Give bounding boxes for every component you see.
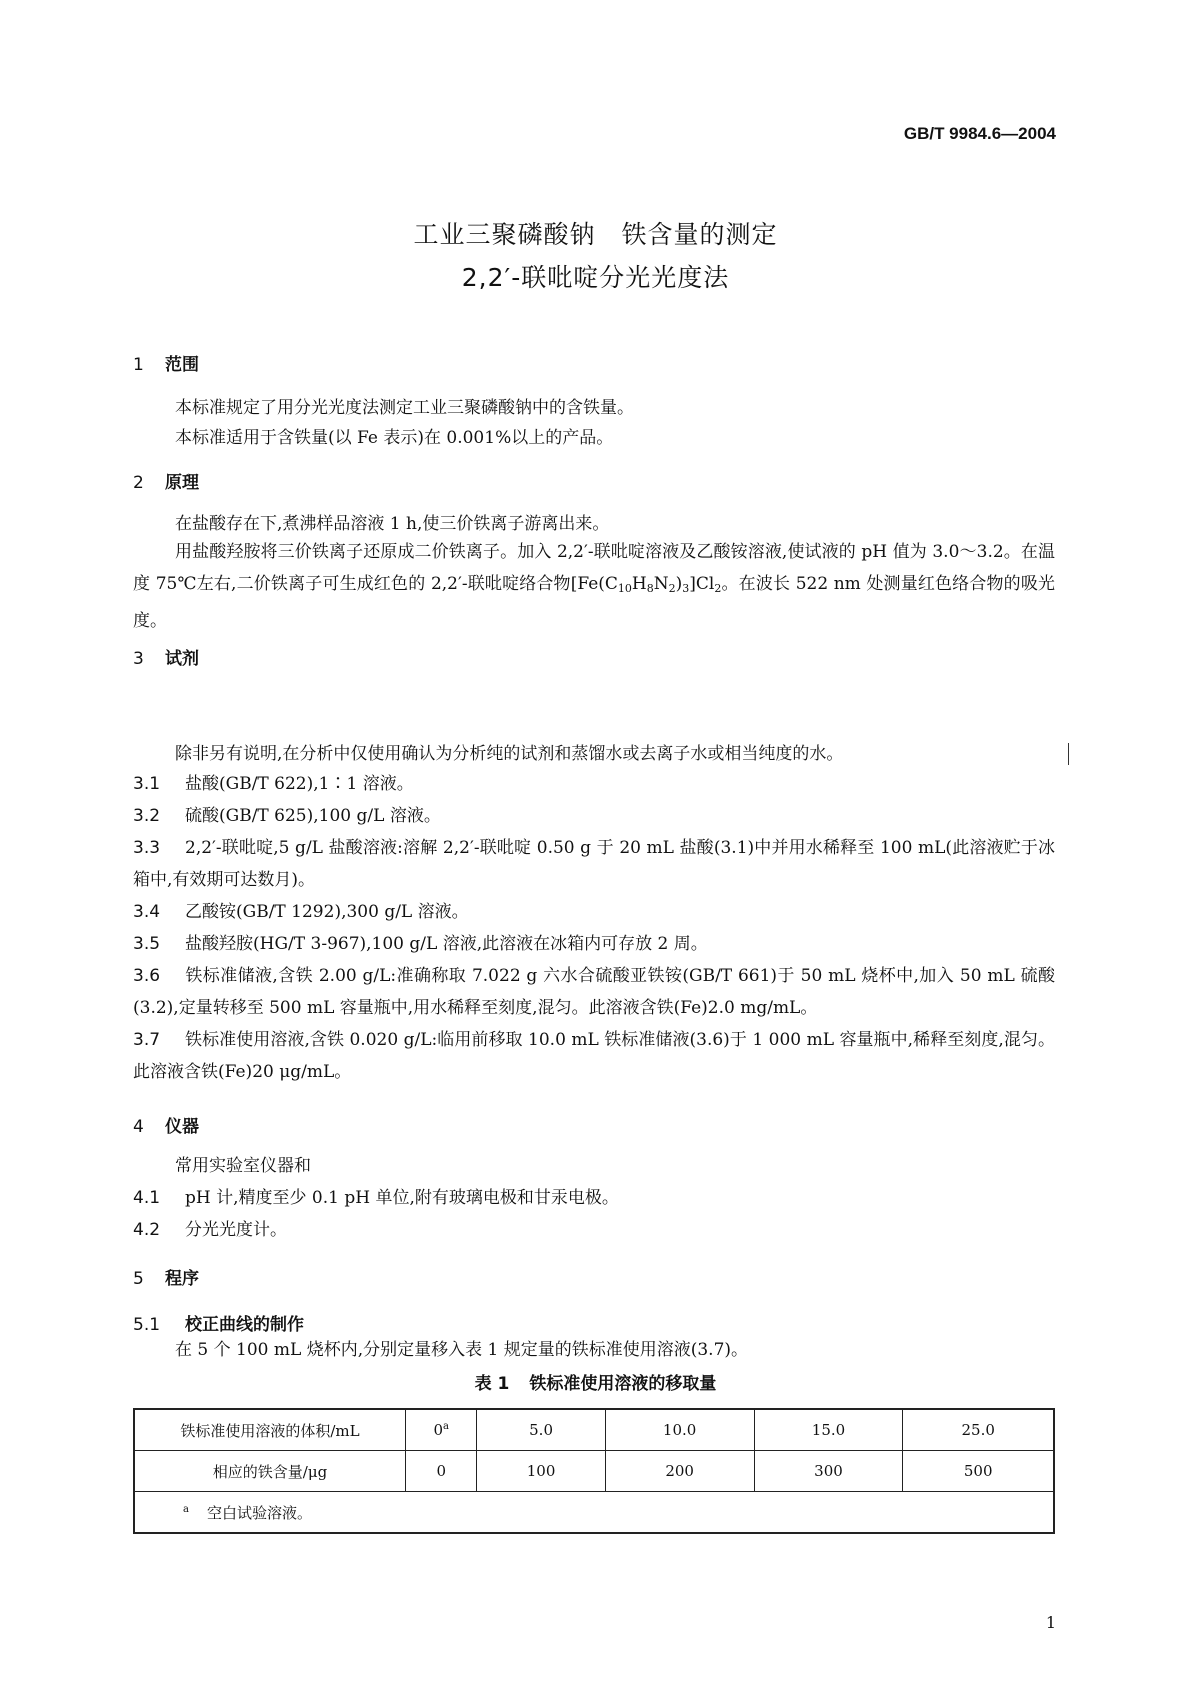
table-cell: 5.0 xyxy=(477,1409,605,1451)
table-cell: 10.0 xyxy=(605,1409,754,1451)
section-title: 程序 xyxy=(165,1269,199,1289)
item-number: 3.1 xyxy=(133,774,161,794)
subscript: 3 xyxy=(682,582,690,595)
paragraph: 在 5 个 100 mL 烧杯内,分别定量移入表 1 规定量的铁标准使用溶液(3.7)。 xyxy=(175,1340,749,1360)
item-number: 3.7 xyxy=(133,1030,161,1050)
list-item xyxy=(133,1024,1055,1088)
standard-number: GB/T 9984.6—2004 xyxy=(903,124,1056,143)
item-text: 盐酸(GB/T 622),1∶1 溶液。 xyxy=(185,774,414,794)
subsection-5-1-heading xyxy=(133,1310,304,1335)
list-item xyxy=(133,1214,1055,1246)
section-title: 范围 xyxy=(165,355,199,375)
subscript: 2 xyxy=(714,582,722,595)
list-item xyxy=(133,896,1055,928)
section-3-heading xyxy=(133,644,199,669)
item-text: 铁标准使用溶液,含铁 0.020 g/L:临用前移取 10.0 mL 铁标准储液(3.6)于 1 000 mL 容量瓶中,稀释至刻度,混匀。此溶液含铁(Fe)20 μg/mL。 xyxy=(133,1030,1055,1082)
subscript: 8 xyxy=(646,582,654,595)
table-cell: 200 xyxy=(605,1451,754,1492)
paragraph: 常用实验室仪器和 xyxy=(175,1156,311,1176)
text-run: 用盐酸羟胺将三价铁离子还原成二价铁离子。加入 2,2′-联吡啶溶液及乙酸铵溶液,使试液的 pH 值为 3.0～3.2。在温度 75℃左右,二价铁离子可生成红色的 2,2′-联吡啶络合物[Fe(C xyxy=(133,542,1055,594)
list-item xyxy=(133,1182,1055,1214)
text-run: 。在波长 522 nm 处测量红色络合物的吸光度。 xyxy=(133,574,1055,631)
table-row xyxy=(134,1409,1054,1451)
section-number: 3 xyxy=(133,649,144,669)
cell-value: 0 xyxy=(433,1421,444,1439)
row-header: 相应的铁含量/μg xyxy=(134,1451,406,1492)
list-item xyxy=(133,928,1055,960)
row-header: 铁标准使用溶液的体积/mL xyxy=(134,1409,406,1451)
section-number: 4 xyxy=(133,1117,144,1137)
item-number: 3.6 xyxy=(133,966,161,986)
item-number: 3.5 xyxy=(133,934,161,954)
item-number: 4.1 xyxy=(133,1188,161,1208)
item-text: 乙酸铵(GB/T 1292),300 g/L 溶液。 xyxy=(185,902,469,922)
section-number: 1 xyxy=(133,355,144,375)
text-run: ]Cl xyxy=(689,574,715,594)
section-number: 5 xyxy=(133,1269,144,1289)
iron-standard-table xyxy=(133,1408,1055,1534)
table-row xyxy=(134,1451,1054,1492)
table-caption xyxy=(0,1369,1191,1394)
paragraph: 本标准规定了用分光光度法测定工业三聚磷酸钠中的含铁量。 xyxy=(175,398,634,418)
section-2-heading xyxy=(133,468,199,493)
section-title: 仪器 xyxy=(165,1117,199,1137)
table-caption-text: 铁标准使用溶液的移取量 xyxy=(529,1374,717,1394)
subsection-title: 校正曲线的制作 xyxy=(185,1315,304,1335)
item-text: 硫酸(GB/T 625),100 g/L 溶液。 xyxy=(185,806,441,826)
document-title: 工业三聚磷酸钠 铁含量的测定 xyxy=(413,220,778,249)
item-number: 3.3 xyxy=(133,838,161,858)
note-text: 空白试验溶液。 xyxy=(206,1503,312,1522)
subscript: 2 xyxy=(668,582,676,595)
item-text: 盐酸羟胺(HG/T 3-967),100 g/L 溶液,此溶液在冰箱内可存放 2 周。 xyxy=(185,934,708,954)
table-cell: 25.0 xyxy=(903,1409,1054,1451)
table-note xyxy=(134,1492,1054,1534)
section-4-heading xyxy=(133,1112,199,1137)
subsection-number: 5.1 xyxy=(133,1315,161,1335)
text-run: ) xyxy=(675,574,683,594)
section-title: 原理 xyxy=(165,473,199,493)
text-run: H xyxy=(631,574,647,594)
item-number: 3.2 xyxy=(133,806,161,826)
footnote-mark: a xyxy=(183,1503,189,1515)
section-number: 2 xyxy=(133,473,144,493)
list-item xyxy=(133,832,1055,896)
paragraph: 除非另有说明,在分析中仅使用确认为分析纯的试剂和蒸馏水或去离子水或相当纯度的水。 xyxy=(175,744,844,764)
subscript: 10 xyxy=(617,582,632,595)
item-number: 4.2 xyxy=(133,1220,161,1240)
footnote-mark: a xyxy=(443,1421,449,1432)
section-title: 试剂 xyxy=(165,649,199,669)
item-text: 铁标准储液,含铁 2.00 g/L:准确称取 7.022 g 六水合硫酸亚铁铵(GB/T 661)于 50 mL 烧杯中,加入 50 mL 硫酸(3.2),定量转移至 500 mL 容量瓶中,用水稀释至刻度,混匀。此溶液含铁(Fe)2.0 mg/mL。 xyxy=(133,966,1055,1018)
table-cell: 500 xyxy=(903,1451,1054,1492)
paragraph: 本标准适用于含铁量(以 Fe 表示)在 0.001%以上的产品。 xyxy=(175,428,614,448)
table-label: 表 1 xyxy=(474,1374,510,1394)
table-cell: 100 xyxy=(477,1451,605,1492)
table-cell xyxy=(406,1409,477,1451)
table-cell: 0 xyxy=(406,1451,477,1492)
table-cell: 300 xyxy=(754,1451,903,1492)
item-text: 分光光度计。 xyxy=(185,1220,287,1240)
document-subtitle: 2,2′-联吡啶分光光度法 xyxy=(461,263,730,292)
item-text: pH 计,精度至少 0.1 pH 单位,附有玻璃电极和甘汞电极。 xyxy=(185,1188,619,1208)
paragraph: 在盐酸存在下,煮沸样品溶液 1 h,使三价铁离子游离出来。 xyxy=(175,514,610,534)
revision-bar xyxy=(1068,743,1069,765)
page-number: 1 xyxy=(1045,1613,1056,1632)
item-number: 3.4 xyxy=(133,902,161,922)
item-text: 2,2′-联吡啶,5 g/L 盐酸溶液:溶解 2,2′-联吡啶 0.50 g 于 20 mL 盐酸(3.1)中并用水稀释至 100 mL(此溶液贮于冰箱中,有效期可达数月)。 xyxy=(133,838,1055,890)
table-note-row xyxy=(134,1492,1054,1534)
section-1-heading xyxy=(133,350,199,375)
list-item xyxy=(133,800,1055,832)
list-item xyxy=(133,768,1055,800)
paragraph xyxy=(133,536,1055,637)
table-cell: 15.0 xyxy=(754,1409,903,1451)
text-run: N xyxy=(653,574,669,594)
section-5-heading xyxy=(133,1264,199,1289)
list-item xyxy=(133,960,1055,1024)
